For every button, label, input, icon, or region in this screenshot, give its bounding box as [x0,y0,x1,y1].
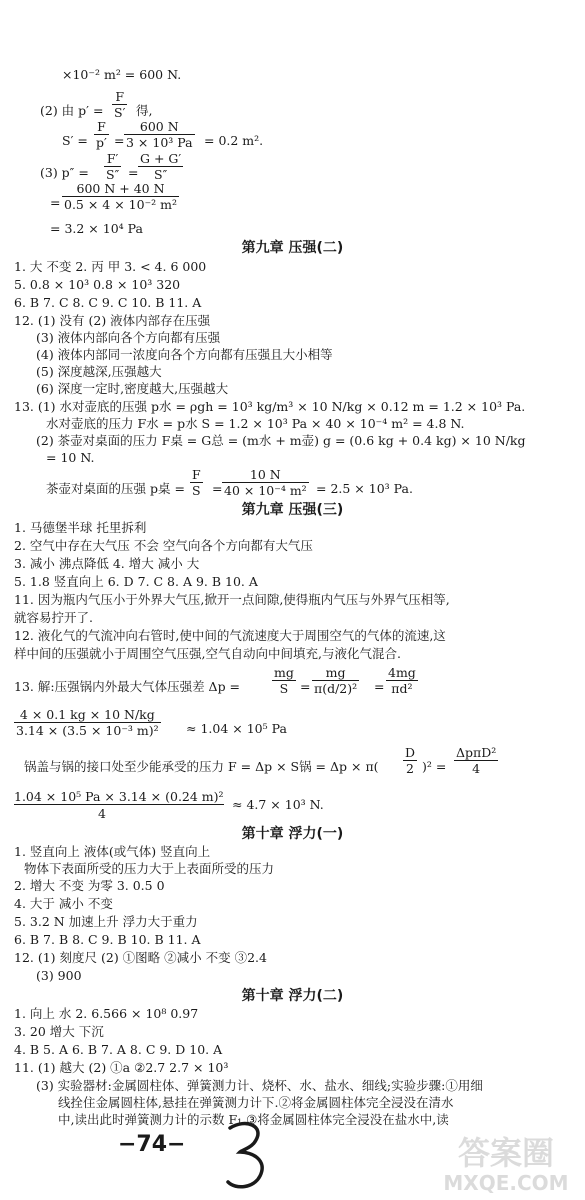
text-line: S′ = [62,133,88,148]
text-line: 5. 3.2 N 加速上升 浮力大于重力 [14,914,198,929]
section-heading: 第九章 压强(二) [241,240,344,256]
text-line: 13. (1) 水对壶底的压强 p水 = ρgh = 10³ kg/m³ × 10 N/kg × 0.12 m = 1.2 × 10³ Pa. [14,399,526,414]
text-line: = [128,165,139,180]
text-line: 12. 液化气的气流冲向右管时,使中间的气流速度大于周围空气的气体的流速,这 [14,628,446,643]
fraction-numerator: 600 N [124,120,195,135]
fraction [222,468,309,497]
fraction [454,746,498,775]
text-line: 2. 增大 不变 为零 3. 0.5 0 [14,878,165,893]
section-heading: 第十章 浮力(一) [241,826,344,842]
fraction-denominator: π(d/2)² [314,681,358,696]
fraction-numerator: mg [312,666,359,681]
fraction-numerator: G + G′ [140,151,182,166]
text-line: = [114,133,125,148]
fraction-numerator: F′ [104,152,121,167]
text-line: (2) 由 p′ = [40,103,104,118]
fraction-numerator: F [192,467,201,482]
fraction [138,152,183,181]
fraction [104,152,121,181]
text-line: 4. 大于 减小 不变 [14,896,113,911]
text-line: 3. 20 增大 下沉 [14,1024,104,1039]
fraction [94,120,109,149]
text-line: 物体下表面所受的压力大于上表面所受的压力 [24,861,275,876]
text-line: 茶壶对桌面的压强 p桌 = [46,481,185,496]
fraction-denominator: πd² [391,681,413,696]
text-line: 锅盖与锅的接口处至少能承受的压力 F = Δp × S锅 = Δp × π( [24,759,379,774]
text-line: 11. 因为瓶内气压小于外界大气压,掀开一点间隙,使得瓶内气压与外界气压相等, [14,592,450,607]
text-line: 13. 解:压强锅内外最大气体压强差 Δp = [14,679,241,694]
text-line: (3) 液体内部向各个方向都有压强 [36,330,221,345]
handwritten-mark [222,1118,272,1192]
section-heading: 第十章 浮力(二) [241,988,344,1004]
text-line: = 3.2 × 10⁴ Pa [50,221,143,236]
fraction-numerator: F [94,120,109,135]
text-line: 水对壶底的压力 F水 = p水 S = 1.2 × 10³ Pa × 40 × 10⁻⁴ m² = 4.8 N. [46,416,465,431]
text-line: ≈ 1.04 × 10⁵ Pa [186,721,287,736]
fraction [272,666,296,695]
text-line: 3. 减小 沸点降低 4. 增大 减小 大 [14,556,200,571]
text-line: 得, [136,103,153,118]
fraction-denominator: S [279,681,289,696]
text-line: )² = [422,759,447,774]
text-line: 1. 竖直向上 液体(或气体) 竖直向上 [14,844,211,859]
fraction-numerator: D [405,745,416,760]
text-line: = 10 N. [46,450,95,465]
fraction-denominator: S″ [154,167,168,182]
text-line: (6) 深度一定时,密度越大,压强越大 [36,381,229,396]
text-line: 5. 0.8 × 10³ 0.8 × 10³ 320 [14,277,181,292]
fraction-denominator: 3 × 10³ Pa [126,135,193,150]
text-line: (2) 茶壶对桌面的压力 F桌 = G总 = (m水 + m壶) g = (0.6 kg + 0.4 kg) × 10 N/kg [36,433,526,448]
fraction [386,666,418,695]
text-line: 2. 空气中存在大气压 不会 空气向各个方向都有大气压 [14,538,313,553]
text-line: 中,读出此时弹簧测力计的示数 F₁.③将金属圆柱体完全浸没在盐水中,读 [58,1112,449,1127]
text-line: 1.04 × 10⁵ Pa × 3.14 × (0.24 m)² [14,789,224,804]
text-line: 12. (1) 没有 (2) 液体内部存在压强 [14,313,211,328]
text-line: 6. B 7. B 8. C 9. B 10. B 11. A [14,932,201,947]
fraction-numerator: 4 × 0.1 kg × 10 N/kg [14,708,161,723]
fraction-denominator: p′ [96,135,107,150]
text-line: (3) 900 [36,968,82,983]
svg-text:答案圈: 答案圈 [457,1134,555,1172]
text-line: = 0.2 m². [204,133,264,148]
text-line: 样中间的压强就小于周围空气压强,空气自动向中间填充,与液化气混合. [14,646,401,661]
fraction-numerator: 4mg [388,665,416,680]
text-line: = [300,679,311,694]
fraction [62,182,179,211]
text-line: = [212,481,223,496]
text-line: (4) 液体内部同一浓度向各个方向都有压强且大小相等 [36,347,333,362]
fraction [190,468,203,497]
fraction [403,746,417,775]
fraction-numerator: F [112,90,127,105]
text-line: = 2.5 × 10³ Pa. [316,481,413,496]
fraction-numerator: ΔpπD² [456,745,497,760]
text-line: 5. 1.8 竖直向上 6. D 7. C 8. A 9. B 10. A [14,574,258,589]
text-line: 4 [98,806,106,821]
text-line: ×10⁻² m² = 600 N. [62,67,182,82]
fraction-denominator: S′ [114,105,126,120]
text-line: (5) 深度越深,压强越大 [36,364,162,379]
text-line: (3) p″ = [40,165,89,180]
text-line: = [374,679,385,694]
text-line: 11. (1) 越大 (2) ①a ②2.7 2.7 × 10³ [14,1060,229,1075]
fraction-denominator: 3.14 × (3.5 × 10⁻³ m)² [16,723,159,738]
text-line: 1. 大 不变 2. 丙 甲 3. < 4. 6 000 [14,259,207,274]
section-heading: 第九章 压强(三) [241,502,344,518]
fraction-denominator: S″ [106,167,120,182]
fraction [124,120,195,149]
text-line: 6. B 7. C 8. C 9. C 10. B 11. A [14,295,202,310]
text-line: (3) 实验器材:金属圆柱体、弹簧测力计、烧杯、水、盐水、细线;实验步骤:①用细 [36,1078,483,1093]
text-line: 12. (1) 刻度尺 (2) ①图略 ②减小 不变 ③2.4 [14,950,267,965]
fraction-numerator: 600 N + 40 N [62,182,179,197]
text-line: 1. 向上 水 2. 6.566 × 10⁸ 0.97 [14,1006,199,1021]
text-line: 1. 马德堡半球 托里拆利 [14,520,147,535]
svg-text:MXQE.COM: MXQE.COM [443,1171,569,1195]
text-line: 4. B 5. A 6. B 7. A 8. C 9. D 10. A [14,1042,223,1057]
fraction-denominator: 0.5 × 4 × 10⁻² m² [64,197,178,212]
watermark-logo [431,1128,581,1196]
fraction-denominator: S [192,483,201,498]
fraction-denominator: 40 × 10⁻⁴ m² [224,483,307,498]
page-number: −74− [118,1132,186,1157]
fraction-denominator: 2 [406,761,414,776]
fraction [112,90,127,119]
fraction-denominator: 4 [472,761,481,776]
fraction-numerator: 10 N [222,468,309,483]
text-line: 就容易拧开了. [14,610,93,625]
text-line: ≈ 4.7 × 10³ N. [232,797,324,812]
text-line: 线拴住金属圆柱体,悬挂在弹簧测力计下.②将金属圆柱体完全浸没在清水 [58,1095,454,1110]
fraction-numerator: mg [274,665,294,680]
text-line: = [50,195,61,210]
fraction [14,708,161,737]
fraction [312,666,359,695]
